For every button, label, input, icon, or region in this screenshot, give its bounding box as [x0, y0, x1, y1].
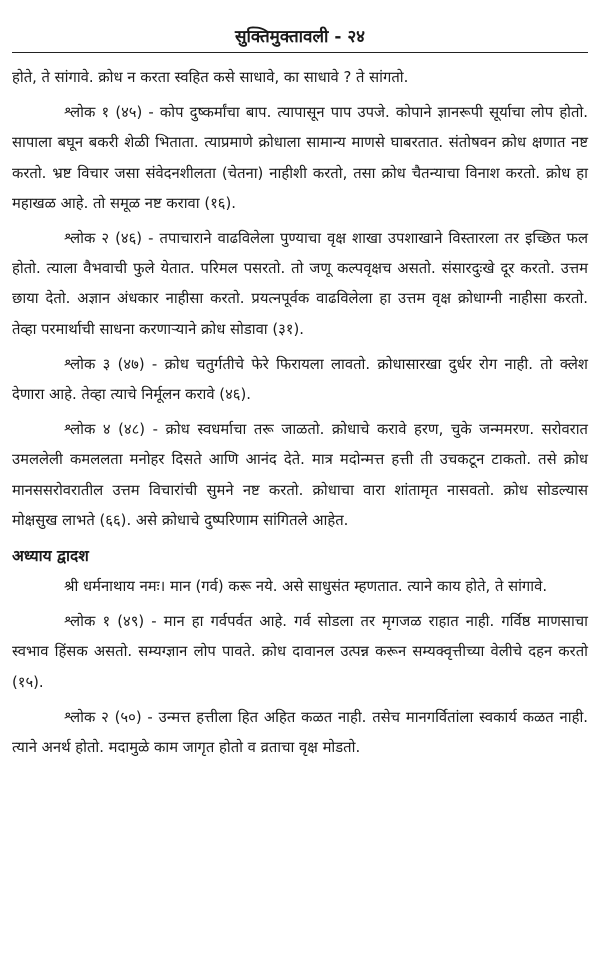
- paragraph: श्लोक ४ (४८) - क्रोध स्वधर्माचा तरू जाळतो. क्रोधाचे करावे हरण, चुके जन्ममरण. सरोवरात उमललेली कमललता मनोहर दिसते आणि आनंद देते. मात्र मदोन्मत्त हत्ती ती उचकटून टाकतो. तसे क्रोध मानससरोवरातील उत्तम विचारांची सुमने नष्ट करतो. क्रोधाचा वारा शांतामृत नासवतो. क्रोध सोडल्यास मोक्षसुख लाभते (६६). असे क्रोधाचे दुष्परिणाम सांगितले आहेत.: [12, 421, 588, 529]
- paragraph: श्लोक ३ (४७) - क्रोध चतुर्गतीचे फेरे फिरायला लावतो. क्रोधासारखा दुर्धर रोग नाही. तो क्लेश देणारा आहे. तेव्हा त्याचे निर्मूलन करावे (४६).: [12, 355, 588, 404]
- paragraph: श्लोक २ (४६) - तपाचाराने वाढविलेला पुण्याचा वृक्ष शाखा उपशाखाने विस्तारला तर इच्छित फल होतो. त्याला वैभवाची फुले येतात. परिमल पसरतो. तो जणू कल्पवृक्षच असतो. संसारदुःखे दूर करतो. उत्तम छाया देतो. अज्ञान अंधकार नाहीसा करतो. प्रयत्नपूर्वक वाढविलेला हा उत्तम वृक्ष क्रोधाग्नी नाहीसा करतो. तेव्हा परमार्थाची साधना करणाऱ्याने क्रोध सोडावा (३१).: [12, 230, 588, 338]
- paragraph: श्लोक १ (४९) - मान हा गर्वपर्वत आहे. गर्व सोडला तर मृगजळ राहात नाही. गर्विष्ठ माणसाचा स्वभाव हिंसक असतो. सम्यग्ज्ञान लोप पावते. क्रोध दावानल उत्पन्न करून सम्यक्वृत्तीच्या वेलीचे दहन करतो (१५).: [12, 613, 588, 691]
- page-body: [12, 63, 588, 763]
- paragraph: श्री धर्मनाथाय नमः। मान (गर्व) करू नये. असे साधुसंत म्हणतात. त्याने काय होते, ते सांगावे.: [64, 578, 548, 596]
- header-rule: [12, 52, 588, 53]
- paragraph: श्लोक १ (४५) - कोप दुष्कर्मांचा बाप. त्यापासून पाप उपजे. कोपाने ज्ञानरूपी सूर्याचा लोप होतो. सापाला बघून बकरी शेळी भिताता. त्याप्रमाणे क्रोधाला सामान्य माणसे घाबरतात. संतोषवन क्रोध क्षणात नष्ट करतो. भ्रष्ट विचार जसा संवेदनशीलता (चेतना) नाहीशी करतो, तसा क्रोध चैतन्याचा विनाश करतो. क्रोध हा महाखळ आहे. तो समूळ नष्ट करावा (१६).: [12, 104, 588, 212]
- page-header: सुक्तिमुक्तावली - २४: [234, 27, 366, 47]
- chapter-heading: अध्याय द्वादश: [12, 547, 89, 566]
- paragraph: होते, ते सांगावे. क्रोध न करता स्वहित कसे साधावे, का साधावे ? ते सांगतो.: [12, 69, 409, 86]
- paragraph: श्लोक २ (५०) - उन्मत्त हत्तीला हित अहित कळत नाही. तसेच मानगर्वितांला स्वकार्य कळत नाही. त्याने अनर्थ होतो. मदामुळे काम जागृत होतो व व्रताचा वृक्ष मोडतो.: [12, 708, 588, 757]
